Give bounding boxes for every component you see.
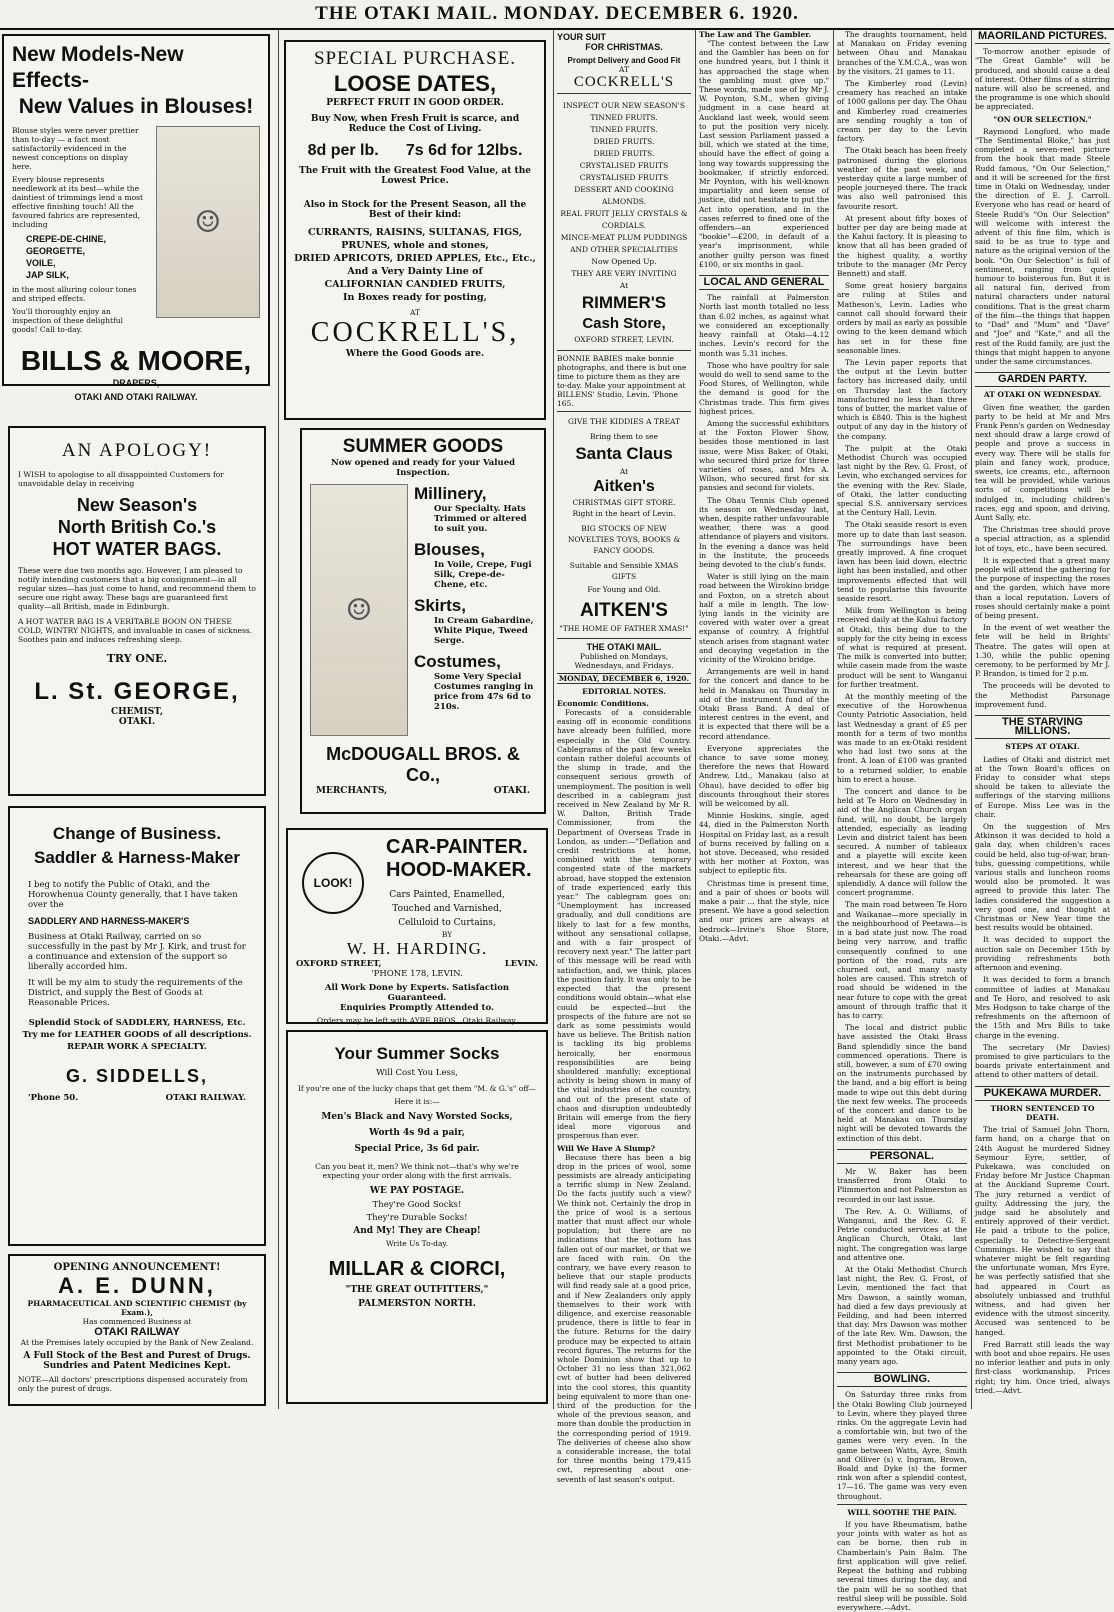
aitken-line-1: GIVE THE KIDDIES A TREAT xyxy=(567,417,681,426)
mcdougall-town: OTAKI. xyxy=(493,786,530,796)
starving-sub: STEPS AT OTAKI. xyxy=(1005,742,1080,752)
cockrell-sub: PERFECT FRUIT IN GOOD ORDER. xyxy=(326,98,504,108)
fruit-line-1: CURRANTS, RAISINS, SULTANAS, FIGS, xyxy=(307,227,523,238)
santa-claus: Santa Claus xyxy=(575,444,673,463)
maoriland-text-2: Raymond Longford, who made "The Sentimental Bloke," has just completed a seven-reel picture from the book that made Steele Rudd famous, "On Our Selection," and it will be screened for the first time in Otaki on Wednesday, under the direction of E. J. Carroll. Everyone who has read or heard of Steele Rudd's "On Our Selection" will welcome with interest the advent of this fine film, which is said to be as true to type and nature as the original version of the book. "On Our Selection" is full of sentiment, ranging from quiet humour to boisterous fun. But it is all natural fun, derived from natural characters under natural conditions. That is the great charm of the film—the things that happen to "Dad" and "Mum" and "Dave" and "Joe" and "Kate," and all the rest of the Rudd family, are just the things that might happen to anyone under the same circumstances. xyxy=(975,126,1110,366)
fabric-4: JAP SILK, xyxy=(26,270,69,280)
column-6 xyxy=(975,30,1110,1409)
column-rule xyxy=(971,30,972,1409)
aitken-home: "THE HOME OF FATHER XMAS!" xyxy=(559,624,689,633)
paper-date: MONDAY, DECEMBER 6, 1920. xyxy=(558,674,690,683)
summer-goods-title: SUMMER GOODS xyxy=(342,436,504,457)
siddells-text-2: Business at Otaki Railway, carried on so successfully in the past by Mr J. Kirk, and trust for a continuance and extension of the support so liberally accorded him. xyxy=(28,932,246,972)
bills-text-3: in the most alluring colour tones and striped effects. xyxy=(12,285,137,303)
mcdougall-trade: MERCHANTS, xyxy=(316,786,388,796)
starving-text: It was decided to form a branch committee of ladies at Manakau and Te Horo, and resolved to ask Mrs Hodgson to take charge of the refreshments on the afternoon of the 15th and Mrs Bills to take charge in the evening. xyxy=(975,975,1110,1040)
local-item: Among the successful exhibitors at the Foxton Flower Show, besides those mentioned in last issue, were Miss Baker, of Otaki, who secured third prize for three varieties of roses, and Mrs A. Wilson, who secured first for six pansies and second for violets. xyxy=(699,418,829,493)
column-rule xyxy=(553,30,554,1409)
bowling-heading: BOWLING. xyxy=(837,1372,967,1387)
local-item: The Ohau Tennis Club opened its season on Wednesday last, when, despite rather unfavourable weather, there was a good attendance of players and visitors. In the evening a dance was held in the Institute, the proceeds being devoted to the club's funds. xyxy=(699,495,829,569)
paper-pub: Published on Mondays, Wednesdays, and Fridays. xyxy=(574,652,674,670)
socks-durable: They're Durable Socks! xyxy=(366,1213,468,1223)
millinery-heading: Millinery, xyxy=(414,484,487,503)
starving-text: On the suggestion of Mrs Atkinson it was decided to hold a gala day, when children's races could be held, also tug-of-war, bran-tubs, guessing competitions, while various stalls and luncheon rooms would also be promoted. It was agreed to provide this later. The ladies considered the suggestion a very good one, and thought at Christmas or New Year time the best results would be obtained. xyxy=(975,822,1110,933)
rimmer-item: DRIED FRUITS. xyxy=(593,149,655,158)
personal-heading: PERSONAL. xyxy=(837,1149,967,1164)
garden-text: Given fine weather, the garden party to be held at Mr and Mrs Frank Penn's garden on Wednesday next should draw a large crowd of people and prove a success in every way. There will be stalls for plain and fancy work, produce, sweets, ice creams, etc., afternoon tea will be provided, while various sorts of competitions will be indulged in, including children's races, egg and spoon, and driving, Aunt Sally, etc. xyxy=(975,402,1110,522)
law-text: "The contest between the Law and the Gambler has been on for one hundred years, but I think it has approached the stage when the gambling must give up." These words, made use of by Mr J. W. Poynton, S.M., when giving judgment in a case heard at Auckland last week, would seem to put the position very nicely. Last session Parliament passed a bill, which we stated at the time, should have the effect of going a long way towards suppressing the bookmaker, if strictly enforced. Mr Poynton, with his well-known impartiality and keen sense of justice, did not hesitate to put the Act into operation, and in the cases referred to fined one of the offenders—an experienced "bookie"—£200, in default of a year's imprisonment, while another guilty person was fined £100, or six months in gaol. xyxy=(699,39,829,269)
local-item: Water is still lying on the main road between the Wirokino bridge and Foxton, on a stretch about half a mile in length. The low-lying lands in the vicinity are covered with water over a great expanse of country. A frightful stench arises from stagnant water and decaying vegetation in the vicinity of the Wirokino bridge. xyxy=(699,572,829,664)
apology-try: TRY ONE. xyxy=(106,652,168,665)
rimmer-item: REAL FRUIT JELLY CRYSTALS & CORDIALS. xyxy=(560,209,688,230)
millar-tag: "THE GREAT OUTFITTERS," xyxy=(345,1285,489,1295)
suit-cockrell: COCKRELL'S xyxy=(573,74,675,90)
cockrell-text-1: Buy Now, when Fresh Fruit is scarce, and Reduce the Cost of Living. xyxy=(310,114,520,134)
bills-text-4: You'll thoroughly enjoy an inspection of these delightful goods! Call to-day. xyxy=(12,307,123,334)
local-item: The concert and dance to be held at Te Horo on Wednesday in aid of the Anglican Church organ fund, will, no doubt, be largely attended, especially as leading Levin and district talent has been secured. A number of tableaux and a playette will excite keen interest, and we hear that the rehearsals for these are going off splendidly. A dance will follow the concert programme. xyxy=(837,787,967,898)
local-item: The Kimberley road (Levin) creamery has reached an intake of 1000 gallons per day. The Ohau and Kimberley road creameries are sending roughly a ton of cream per day to the Levin factory. xyxy=(837,79,967,144)
blouses-heading: Blouses, xyxy=(414,540,485,559)
socks-worth: Worth 4s 9d a pair, xyxy=(369,1128,465,1138)
hood-maker-heading: HOOD-MAKER. xyxy=(386,859,532,881)
column-4 xyxy=(699,30,829,1409)
local-general-heading: LOCAL AND GENERAL xyxy=(699,275,829,290)
rimmer-item: CRYSTALISED FRUITS xyxy=(579,161,669,170)
rimmer-item: MINCE-MEAT PLUM PUDDINGS AND OTHER SPECIALITIES xyxy=(560,233,688,254)
harding-name: W. H. HARDING. xyxy=(346,939,488,958)
slump-text: Because there has been a big drop in the prices of wool, some pessimists are already anticipating a terrific slump in New Zealand. Do the facts justify such a view? We think not. Certainly the drop in the price of wool is a serious matter that must affect our whole population; but there are no indications that the bottom has fallen out of our market, or that we are faced with ruin. On the contrary, we have every reason to believe that our staple products will find ready sale at a good price, and if New Zealanders only apply themselves to their work with diligence, and exercise reasonable prudence, there is little to fear in the future. Returns for the dairy produce may be expected to attain record figures. The returns for the whole Dominion show that up to October 31 no less than 321,062 cwt of butter had been delivered into the cool stores, this quantity being equivalent to more than one-third of the production for the whole of the previous season, and more than double the production in the corresponding period of 1919. The deliveries of cheese also show a considerable increase, the total for three months being 179,415 cwt, representing about one-seventh of last season's output. xyxy=(557,1152,691,1484)
st-george-town: OTAKI. xyxy=(118,717,156,727)
socks-item: Men's Black and Navy Worsted Socks, xyxy=(321,1112,513,1122)
siddells-ad xyxy=(8,806,266,1246)
harding-line-3: Celluloid to Curtains, xyxy=(398,918,496,928)
dunn-sundries: Sundries and Patent Medicines Kept. xyxy=(43,1361,231,1371)
socks-price: Special Price, 3s 6d pair. xyxy=(354,1144,480,1154)
dunn-opening: OPENING ANNOUNCEMENT! xyxy=(53,1262,221,1273)
siddells-title-2: Saddler & Harness-Maker xyxy=(34,848,240,867)
apology-heading-3: HOT WATER BAGS. xyxy=(52,539,222,559)
garden-text: It is expected that a great many people will attend the gathering for the purpose of inspecting the roses and the garden, which have more than a local reputation. Lovers of roses should certainly make a point of being present. xyxy=(975,555,1110,620)
bowling-text: On Saturday three rinks from the Otaki Bowling Club journeyed to Levin, where they played three rinks. On the aggregate Levin had a comfortable win, but two of the games were very even. In the game between Watts, Ayre, Smith and Olliver (s) v. Ingram, Brown, Boald and Dyke (s) the former rink won after a splendid contest, 17—16. The game was very even throughout. xyxy=(837,1390,967,1501)
millar-name: MILLAR & CIORCI, xyxy=(328,1258,506,1280)
dunn-note: NOTE—All doctors' prescriptions dispensed accurately from only the purest of drugs. xyxy=(18,1375,248,1393)
car-painter-heading: CAR-PAINTER. xyxy=(386,836,528,858)
bills-text-2: Every blouse represents needlework at its best—while the daintiest of trimmings lend a most effective finishing touch! All the favoured fabrics are represented, including xyxy=(12,175,143,229)
socks-good: They're Good Socks! xyxy=(372,1200,462,1210)
local-item: The Otaki seaside resort is even more up to date than last season. The surroundings have been greatly improved. A fine croquet lawn has been laid down, electric light has been installed, and other improvements effected that will tend to popularise this favourite seaside resort. xyxy=(837,520,967,603)
dunn-place: OTAKI RAILWAY xyxy=(94,1326,180,1338)
fruit-line-4: And a Very Dainty Line of xyxy=(347,266,483,277)
harding-line-5: Enquiries Promptly Attended to. xyxy=(340,1003,494,1013)
personal-item: Mr W. Baker has been transferred from Otaki to Plimmerton and not Palmerston as recorded in our last issue. xyxy=(837,1166,967,1204)
rimmer-item: DESSERT AND COOKING ALMONDS. xyxy=(574,185,674,206)
st-george-trade: CHEMIST, xyxy=(110,707,164,717)
price-per-lb: 8d per lb. xyxy=(307,142,379,159)
mcdougall-name: McDOUGALL BROS. & Co., xyxy=(326,744,520,785)
aitken-store: CHRISTMAS GIFT STORE. xyxy=(572,498,676,507)
local-item: Christmas time is present time, and a pair of shoes or boots will make a pair ... that the style, nice present. We have a good selection and our prices are always at bedrock—Irvine's Shoe Store, Otaki.—Advt. xyxy=(699,878,829,943)
millar-ciorci-ad xyxy=(286,1030,548,1404)
suit-line-1: YOUR SUIT xyxy=(557,32,607,42)
bills-intro: Blouse styles were never prettier than to-day — a fact most satisfactorily evidenced in the newest conceptions on display here. xyxy=(12,126,139,171)
rimmer-item: TINNED FRUITS. xyxy=(590,113,658,122)
apology-heading-1: New Season's xyxy=(76,495,198,515)
harding-by: BY xyxy=(441,930,453,939)
local-item: The draughts tournament, held at Manakau on Friday evening between Ohau and Manakau branches of the Y.M.C.A., was won by the visitors, 21 games to 11. xyxy=(837,30,967,76)
bills-address: OTAKI AND OTAKI RAILWAY. xyxy=(74,392,198,402)
suit-ad xyxy=(557,30,691,94)
suit-line-2: FOR CHRISTMAS. xyxy=(585,42,663,52)
siddells-phone: 'Phone 50. xyxy=(28,1093,79,1103)
rimmer-ad xyxy=(557,100,691,346)
rimmer-item: DRIED FRUITS. xyxy=(593,137,655,146)
local-item: The Otaki beach has been freely patronised during the glorious weather of the past week, and yesterday quite a large number of people journeyed there. The track was also well patronised this favourite resort. xyxy=(837,146,967,211)
aitken-line-4: Suitable and Sensible XMAS GIFTS xyxy=(569,561,679,581)
socks-text-1: If you're one of the lucky chaps that get them "M. & G.'s" off— xyxy=(297,1084,537,1093)
summer-goods-sub: Now opened and ready for your Valued Inspection. xyxy=(330,458,516,478)
local-item: Those who have poultry for sale would do well to send same to the Food Stores, of Wellington, while the demand is good for the Christmas trade. This firm gives highest prices. xyxy=(699,360,829,416)
dunn-trade: PHARMACEUTICAL AND SCIENTIFIC CHEMIST (by Exam.), xyxy=(27,1299,247,1317)
costumes-heading: Costumes, xyxy=(414,652,501,671)
starving-text: The secretary (Mr Davies) promised to give particulars to the boards private entertainment and attend to other matters of detail. xyxy=(975,1042,1110,1080)
rimmer-name: RIMMER'S xyxy=(581,293,667,312)
harding-line-2: Touched and Varnished, xyxy=(392,904,502,914)
bills-headline-2: New Values in Blouses! xyxy=(18,95,254,118)
local-item: Milk from Wellington is being received daily at the Kahui factory at Otaki, this being due to the supply for the city being in excess of what is required at present. The milk is converted into butter, while casein made from the waste product will be sent to Wanganui for further treatment. xyxy=(837,606,967,689)
harding-line-6: Orders may be left with AYRE BROS., Otaki Railway. xyxy=(316,1016,518,1025)
socks-postage: WE PAY POSTAGE. xyxy=(369,1186,465,1196)
dunn-premises: At the Premises lately occupied by the Bank of New Zealand. xyxy=(20,1338,254,1347)
siddells-text-1: I beg to notify the Public of Otaki, and the Horowhenua County generally, that I have taken over the xyxy=(28,880,238,910)
aitken-name: Aitken's xyxy=(593,478,655,495)
column-rule xyxy=(833,30,834,1409)
law-heading: The Law and The Gambler. xyxy=(699,30,812,39)
apology-text-2: A HOT WATER BAG IS A VERITABLE BOON ON THESE COLD, WINTRY NIGHTS, and invaluable in cases of sickness. Soothes pain and induces refreshing sleep. xyxy=(18,617,253,644)
fabric-1: CREPE-DE-CHINE, xyxy=(26,234,107,244)
economic-text: Forecasts of a considerable easing off in economic conditions have already been fulfilled, more especially in the Old Country. Cablegrams of the past few weeks contain rather doleful accounts of the slump in trade, and the consequent serious growth of unemployment. The position is well described in a cablegram just received in New Zealand by Mr R. W. Dalton, British Trade Commissioner, from the Department of Overseas Trade in London, as under:—"Deflation and credit restrictions at home, combined with the temporary congested state of the markets abroad, have stopped the extension of trade experienced early this year." The cablegram goes on: "Unemployment has increased gradually, and dull conditions are likely to last for a few months, without any sensational collapse, and with a fair prospect of recovery next year." The latter part of this message will be read with satisfaction, and, we think, places the position fairly. It was only to be expected that the present conditions would obtain—what else could be expected—but the prospects of the future are not so dark as some pessimists would have us believe. The British nation is tackling its big problems heroically, her enormous responsibilities are being shouldered manfully; exceptional activity is being shown in many of the vital industries of the country, and out of the present state of chaos and disruption undoubtedly Britain will emerge from the fiery ideal more vigorous and prosperous than ever. xyxy=(557,708,691,1141)
harding-line-1: Cars Painted, Enamelled, xyxy=(389,890,505,900)
cockrell-dates-ad xyxy=(284,40,546,420)
socks-sub: Will Cost You Less, xyxy=(376,1068,458,1078)
socks-here: Here it is:— xyxy=(394,1097,440,1106)
millar-town: PALMERSTON NORTH. xyxy=(358,1299,476,1309)
local-item: The main road between Te Horo and Waikanae—more specially in the neighbourhood of Peetawa—is in a bad state just now. The road being very narrow, and traffic consequently confined to one portion of the road, ruts are churned out, and many nasty holes are caused. This stretch of road should be widened in the near future to cope with the great amount of through traffic that it has to carry. xyxy=(837,900,967,1020)
rimmer-item: CRYSTALISED FRUITS xyxy=(579,173,669,182)
cockrell-tag: Where the Good Goods are. xyxy=(345,349,485,359)
aitken-at: At xyxy=(619,467,629,476)
price-12lbs: 7s 6d for 12lbs. xyxy=(405,142,523,159)
local-item: The pulpit at the Otaki Methodist Church was occupied last night by the Rev. G. Frost, of Levin, who exchanged services for the evening with the Rev. Slade, of Otaki, the latter conducting special S.S. anniversary services at the Century Hall, Levin. xyxy=(837,443,967,518)
bills-headline-1: New Models-New Effects- xyxy=(12,43,184,92)
maoriland-heading: MAORILAND PICTURES. xyxy=(975,30,1110,44)
costumes-text: Some Very Special Costumes ranging in price from 47s 6d to 210s. xyxy=(434,672,534,712)
dunn-has: Has commenced Business at xyxy=(82,1317,192,1326)
siddells-text-4: Splendid Stock of SADDLERY, HARNESS, Etc. xyxy=(28,1018,246,1028)
editorial-notes: EDITORIAL NOTES. xyxy=(582,687,666,696)
garden-party-heading: GARDEN PARTY. xyxy=(975,372,1110,387)
st-george-name: L. St. GEORGE, xyxy=(34,678,240,705)
dunn-name: A. E. DUNN, xyxy=(58,1273,216,1298)
garden-text: The Christmas tree should prove a special attraction, as a splendid lot of toys, etc., have been secured. xyxy=(975,525,1110,553)
socks-text-2: Can you beat it, men? We think not—that's why we're expecting your order along with the first arrivals. xyxy=(315,1162,519,1180)
cockrell-text-3: Also in Stock for the Present Season, all the Best of their kind: xyxy=(303,200,527,220)
paper-nameplate xyxy=(557,638,691,696)
starving-text: It was decided to support the auction sale on December 15th by providing refreshments both afternoon and evening. xyxy=(975,935,1110,973)
fruit-line-3: DRIED APRICOTS, DRIED APPLES, Etc., Etc., xyxy=(294,253,536,264)
pukekawa-text: The trial of Samuel John Thorn, farm hand, on a charge that on 24th August he murdered Sidney Seymour Eyre, settler, of Pukekawa, was concluded on Friday before Mr Justice Chapman at the Auckland Supreme Court. The jury returned a verdict of guilty. Addressing the jury, the judge said he absolutely and entirely approved of their verdict. He paid a tribute to the police, especially to Detective-Sergeant Cummings. He wished to say that whatever might be felt regarding the unfortunate woman, Mrs Eyre, he was perfectly satisfied that she had appeared in Court as absolutely unbiassed and truthful witness, and had given her evidence with the utmost sincerity. Accused was sentenced to be hanged. xyxy=(975,1125,1110,1337)
harding-phone: 'PHONE 178, LEVIN. xyxy=(371,969,463,979)
siddells-heading: SADDLERY AND HARNESS-MAKER'S xyxy=(28,916,190,926)
siddells-name: G. SIDDELLS, xyxy=(65,1066,208,1086)
siddells-text-6: REPAIR WORK A SPECIALTY. xyxy=(67,1042,207,1052)
apology-intro: I WISH to apologise to all disappointed Customers for unavoidable delay in receiving xyxy=(18,470,224,488)
fruit-line-5: CALIFORNIAN CANDIED FRUITS, xyxy=(324,279,506,290)
fruit-line-2: PRUNES, whole and stones, xyxy=(341,240,489,251)
skirts-text: In Cream Gabardine, White Pique, Tweed Serge. xyxy=(434,616,534,646)
mcdougall-ad xyxy=(300,428,546,814)
aitken-line-5: For Young and Old. xyxy=(587,585,661,594)
harding-town: LEVIN. xyxy=(504,959,538,969)
socks-write: Write Us To-day. xyxy=(385,1239,449,1248)
socks-title: Your Summer Socks xyxy=(334,1044,500,1063)
on-our-selection-heading: "ON OUR SELECTION." xyxy=(993,114,1092,124)
local-item: Some great hosiery bargains are ruling at Stiles and Matheson's, Levin. Ladies who cannot call should forward their orders by mail as early as possible owing to the keen demand which has set in for these fine seasonable lines. xyxy=(837,281,967,355)
rimmer-item: At xyxy=(619,281,629,290)
pukekawa-heading: PUKEKAWA MURDER. xyxy=(975,1086,1110,1101)
apology-text-1: These were due two months ago. However, I am pleased to notify intending customers that a big consignment—in all regular sizes—has just come to hand, and recommend them to secure one right away. These bags are guaranteed first quality—all British, made in Edinburgh. xyxy=(18,566,256,611)
aitken-ad xyxy=(557,416,691,634)
local-item: The rainfall at Palmerston North last month totalled no less than 6.02 inches, as against what we considered an exceptionally heavy rainfall at Otaki—4.12 inches. Levin's record for the month was 5.31 inches. xyxy=(699,293,829,358)
rimmer-cash-store: Cash Store, xyxy=(582,315,666,332)
fabric-2: GEORGETTE, xyxy=(26,246,86,256)
cockrell-dates: LOOSE DATES, xyxy=(333,71,497,96)
masthead: THE OTAKI MAIL. MONDAY. DECEMBER 6. 1920. xyxy=(0,0,1114,30)
paper-name: THE OTAKI MAIL. xyxy=(586,642,662,652)
rimmer-item: INSPECT OUR NEW SEASON'S xyxy=(562,101,686,110)
local-item: Everyone appreciates the chance to save some money, therefore the news that Howard Andrew, Ltd., Manakau (also at Ohau), have decided to offer big discounts throughout their stores will be welcomed by all. xyxy=(699,743,829,809)
rimmer-item: Now Opened Up. xyxy=(591,257,657,266)
personal-item: At the Otaki Methodist Church last night, the Rev. G. Frost, of Levin, mentioned the fact that Mrs Dawson, a saintly woman, had died a few days previously at Feilding, and had been interred that day. Mrs Dawson was mother of the late Rev. Wm. Dawson, the first Methodist probationer to be appointed to the Otaki circuit, many years ago. xyxy=(837,1265,967,1367)
woman-portrait-illustration: ☺ xyxy=(156,126,260,318)
bills-moore-ad xyxy=(2,34,270,402)
harding-ad xyxy=(286,828,548,1024)
cockrell-name: COCKRELL'S, xyxy=(310,317,520,348)
bills-name: BILLS & MOORE, xyxy=(20,345,252,376)
blouses-text: In Voile, Crepe, Fugi Silk, Crepe-de-Chene, etc. xyxy=(434,560,532,590)
column-5 xyxy=(837,30,967,1612)
rimmer-address: OXFORD STREET, LEVIN. xyxy=(574,335,674,344)
harding-street: OXFORD STREET, xyxy=(296,959,382,969)
local-item: The local and district public have assisted the Otaki Brass Band splendidly since the band commenced operations. There is still, however, a sum of £70 owing on the instruments purchased by the band, and a big effort is being made to wipe out this debt during the next few weeks. The proceeds of the concert and dance to be held at Manakau on Thursday night will be devoted towards the extinction of this debt. xyxy=(837,1023,967,1143)
socks-cheap: And My! They are Cheap! xyxy=(353,1226,481,1236)
cockrell-text-2: The Fruit with the Greatest Food Value, at the Lowest Price. xyxy=(299,166,531,186)
dunn-ad xyxy=(8,1254,266,1406)
garden-party-sub: AT OTAKI ON WEDNESDAY. xyxy=(983,390,1102,400)
aitken-line-3: BIG STOCKS OF NEW NOVELTIES TOYS, BOOKS & FANCY GOODS. xyxy=(567,524,681,555)
starving-text: Ladies of Otaki and district met at the Town Board's offices on Friday to consider what steps should be taken to alleviate the sufferings of the starving millions of Europe. Miss Lee was in the chair. xyxy=(975,754,1110,819)
column-rule xyxy=(278,30,279,1409)
local-item: Minnie Hoskins, single, aged 44, died in the Palmerston North Hospital on Friday last, as a result of burns received by falling on a hot stove. Deceased, who resided with her mother at Foxton, was subject to epileptic fits. xyxy=(699,811,829,876)
lady-fashion-illustration: ☺ xyxy=(310,484,408,736)
aitken-heart: Right in the heart of Levin. xyxy=(572,509,676,518)
starving-millions-heading: THE STARVING MILLIONS. xyxy=(975,715,1110,739)
garden-text: In the event of wet weather the fete will be held in Brights' Theatre. The gates will open at 1.30, while the public opening ceremony, to be performed by Mr J. P. Brandon, is timed for 2 p.m. xyxy=(975,623,1110,679)
column-rule xyxy=(695,30,696,1409)
maoriland-text-1: To-morrow another episode of "The Great Gamble" will be produced, and should cause a deal of interest. Other films of a stirring nature will also be screened, and the programme is one which should be appreciated. xyxy=(975,47,1110,112)
soothe-pain-text: If you have Rheumatism, bathe your joints with water as hot as can be borne, then rub in Chamberlain's Pain Balm. The first application will give relief. Repeat the bathing and rubbing several times during the day, and the pain will be so soothed that restful sleep will be possible. Sold everywhere.—Advt. xyxy=(837,1520,967,1612)
dunn-stock: A Full Stock of the Best and Purest of Drugs. xyxy=(23,1351,251,1361)
local-item: The Levin paper reports that the output at the Levin butter factory has increased daily, until on Thursday last the factory manufactured no less than three tons of butter, the market value of which is £840. This is the highest output of any day in the history of the company. xyxy=(837,357,967,441)
local-item: At the monthly meeting of the executive of the Horowhenua County Patriotic Association, held last Wednesday a grant of £5 per month for a term of two months was made to an ex-Otaki resident who had lost two sons at the front. A loan of £100 was granted to a returned soldier, to enable him to erect a house. xyxy=(837,692,967,784)
pukekawa-sub: THORN SENTENCED TO DEATH. xyxy=(990,1103,1095,1122)
cockrell-at: AT xyxy=(409,308,420,317)
apology-title: AN APOLOGY! xyxy=(61,440,213,461)
apology-ad xyxy=(8,426,266,796)
suit-at: AT xyxy=(618,65,629,74)
soothe-pain-heading: WILL SOOTHE THE PAIN. xyxy=(837,1504,967,1517)
garden-text: The proceeds will be devoted to the Methodist Parsonage improvement fund. xyxy=(975,681,1110,709)
bonnie-babies-ad: BONNIE BABIES make bonnie photographs, and there is but one time to picture them as they are to-day. Make your appointment at BILLENS' Studio, Levin. 'Phone 165. xyxy=(557,350,691,412)
siddells-text-3: It will be my aim to study the requirements of the District, and supply the Best of Goods at Reasonable Prices. xyxy=(28,978,243,1008)
suit-line-3: Prompt Delivery and Good Fit xyxy=(567,56,681,65)
aitken-big: AITKEN'S xyxy=(580,600,668,621)
millinery-text: Our Specialty. Hats Trimmed or altered to suit you. xyxy=(434,504,527,534)
personal-item: The Rev. A. O. Williams, of Wanganui, and the Rev. G. F. Petrie conducted services at the Anglican Church, Otaki, last night. The congregation was large and attentive one. xyxy=(837,1206,967,1262)
local-item: At present about fifty boxes of butter per day are being made at the Kahui factory. It is pleasing to know that all has been graded of the highest quality, a worthy tribute to the manager (Mr Percy Bennett) and staff. xyxy=(837,213,967,279)
look-badge: LOOK! xyxy=(302,852,364,914)
aitken-line-2: Bring them to see xyxy=(590,432,658,441)
apology-heading-2: North British Co.'s xyxy=(57,517,217,537)
skirts-heading: Skirts, xyxy=(414,596,466,615)
barratt-advt: Fred Barratt still leads the way with boot and shoe repairs. He uses no inferior leather and puts in only first-class workmanship. Prices right; try him. Once tried, always tried.—Advt. xyxy=(975,1339,1111,1395)
fabric-3: VOILE, xyxy=(26,258,56,268)
local-item: Arrangements are well in hand for the concert and dance to be held in Manakau on Thursday in aid of the instrument fund of the Otaki Brass Band. A deal of interest centres in the event, and it is expected that there will be a record attendance. xyxy=(699,667,829,741)
siddells-text-5: Try me for LEATHER GOODS of all descriptions. xyxy=(22,1030,252,1040)
rimmer-item: TINNED FRUITS. xyxy=(590,125,658,134)
harding-line-4: All Work Done by Experts. Satisfaction Guaranteed. xyxy=(324,983,510,1003)
siddells-address: OTAKI RAILWAY. xyxy=(165,1093,246,1103)
bills-trade: DRAPERS, xyxy=(112,378,160,388)
fruit-line-6: In Boxes ready for posting, xyxy=(343,292,487,303)
siddells-title-1: Change of Business. xyxy=(52,824,222,843)
economic-heading: Economic Conditions. xyxy=(557,699,649,708)
column-3 xyxy=(557,30,691,1484)
cockrell-title: SPECIAL PURCHASE. xyxy=(313,48,517,69)
slump-heading: Will We Have A Slump? xyxy=(557,1143,656,1153)
rimmer-item: THEY ARE VERY INVITING xyxy=(571,269,677,278)
